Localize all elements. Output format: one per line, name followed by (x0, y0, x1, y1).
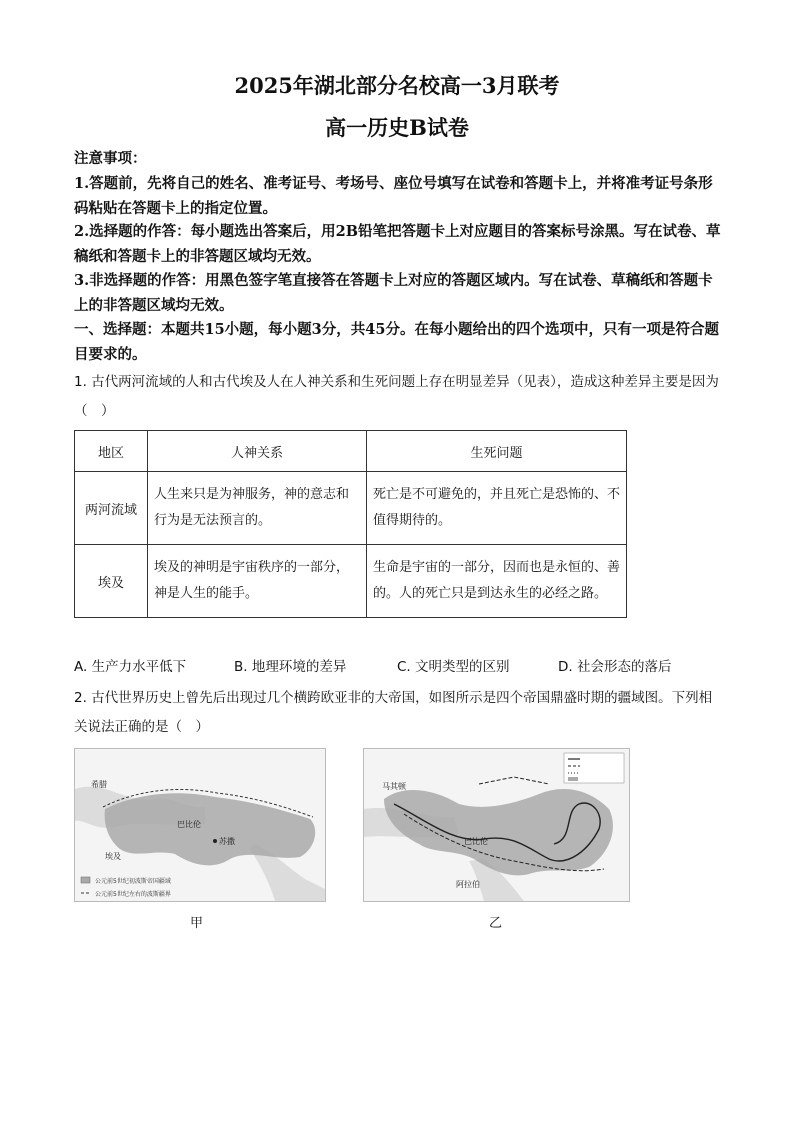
notice-item-1: 1.答题前，先将自己的姓名、准考证号、考场号、座位号填写在试卷和答题卡上，并将准考证号条形码粘贴在答题卡上的指定位置。 (74, 175, 713, 217)
table-cell-region: 埃及 (75, 545, 148, 618)
exam-title: 2025年湖北部分名校高一3月联考 (234, 73, 560, 98)
question-2-stem: 2. 古代世界历史上曾先后出现过几个横跨欧亚非的大帝国，如图所示是四个帝国鼎盛时期的疆域图。下列相关说法正确的是（ ） (74, 690, 713, 735)
table-row (75, 472, 627, 545)
notice-item-3: 3.非选择题的作答：用黑色签字笔直接答在答题卡上对应的答题区域内。写在试卷、草稿纸和答题卡上的非答题区域均无效。 (74, 272, 713, 314)
question-1-table (74, 430, 627, 618)
map-yi-label-macedon: 马其顿 (382, 782, 406, 791)
table-header-row (75, 431, 627, 472)
option-c[interactable]: C. 文明类型的区别 (397, 659, 510, 675)
map-yi (363, 748, 630, 902)
table-cell-life-death: 生命是宇宙的一部分，因而也是永恒的、善的。人的死亡只是到达永生的必经之路。 (367, 545, 627, 618)
map-jia-label-babylon: 巴比伦 (177, 820, 201, 829)
question-1-stem: 1. 古代两河流域的人和古代埃及人在人神关系和生死问题上存在明显差异（见表），造成这种差异主要是因为（ ） (74, 374, 719, 419)
option-b[interactable]: B. 地理环境的差异 (234, 659, 347, 675)
map-jia-caption: 甲 (190, 916, 204, 931)
map-jia (74, 748, 326, 902)
table-header-cell: 生死问题 (367, 431, 627, 472)
table-header-cell: 人神关系 (148, 431, 367, 472)
table-cell-relation: 人生来只是为神服务，神的意志和行为是无法预言的。 (148, 472, 367, 545)
notice-item-2: 2.选择题的作答：每小题选出答案后，用2B铅笔把答题卡上对应题目的答案标号涂黑。写在试卷、草稿纸和答题卡上的非答题区域均无效。 (74, 223, 721, 265)
map-yi-caption: 乙 (489, 916, 503, 931)
map-jia-label-greece: 希腊 (91, 780, 107, 789)
option-a[interactable]: A. 生产力水平低下 (74, 659, 187, 675)
map-yi-label-arabia: 阿拉伯 (456, 880, 480, 889)
map-jia-label-egypt: 埃及 (105, 852, 121, 861)
map-jia-legend-2: 公元前5世纪左右的波斯疆界 (95, 891, 171, 898)
map-jia-legend-1: 公元前5世纪初波斯帝国疆域 (95, 878, 171, 885)
map-yi-label-babylon: 巴比伦 (464, 837, 488, 846)
table-cell-region: 两河流域 (75, 472, 148, 545)
option-d[interactable]: D. 社会形态的落后 (558, 659, 672, 675)
table-header-cell: 地区 (75, 431, 148, 472)
table-cell-relation: 埃及的神明是宇宙秩序的一部分，神是人生的能手。 (148, 545, 367, 618)
map-jia-label-susa: 苏撒 (219, 837, 235, 846)
section-heading: 一、选择题：本题共15小题，每小题3分，共45分。在每小题给出的四个选项中，只有一项是符合题目要求的。 (74, 321, 719, 363)
notice-heading: 注意事项： (74, 150, 147, 167)
table-cell-life-death: 死亡是不可避免的，并且死亡是恐怖的、不值得期待的。 (367, 472, 627, 545)
exam-subtitle: 高一历史B试卷 (325, 115, 469, 140)
table-row (75, 545, 627, 618)
